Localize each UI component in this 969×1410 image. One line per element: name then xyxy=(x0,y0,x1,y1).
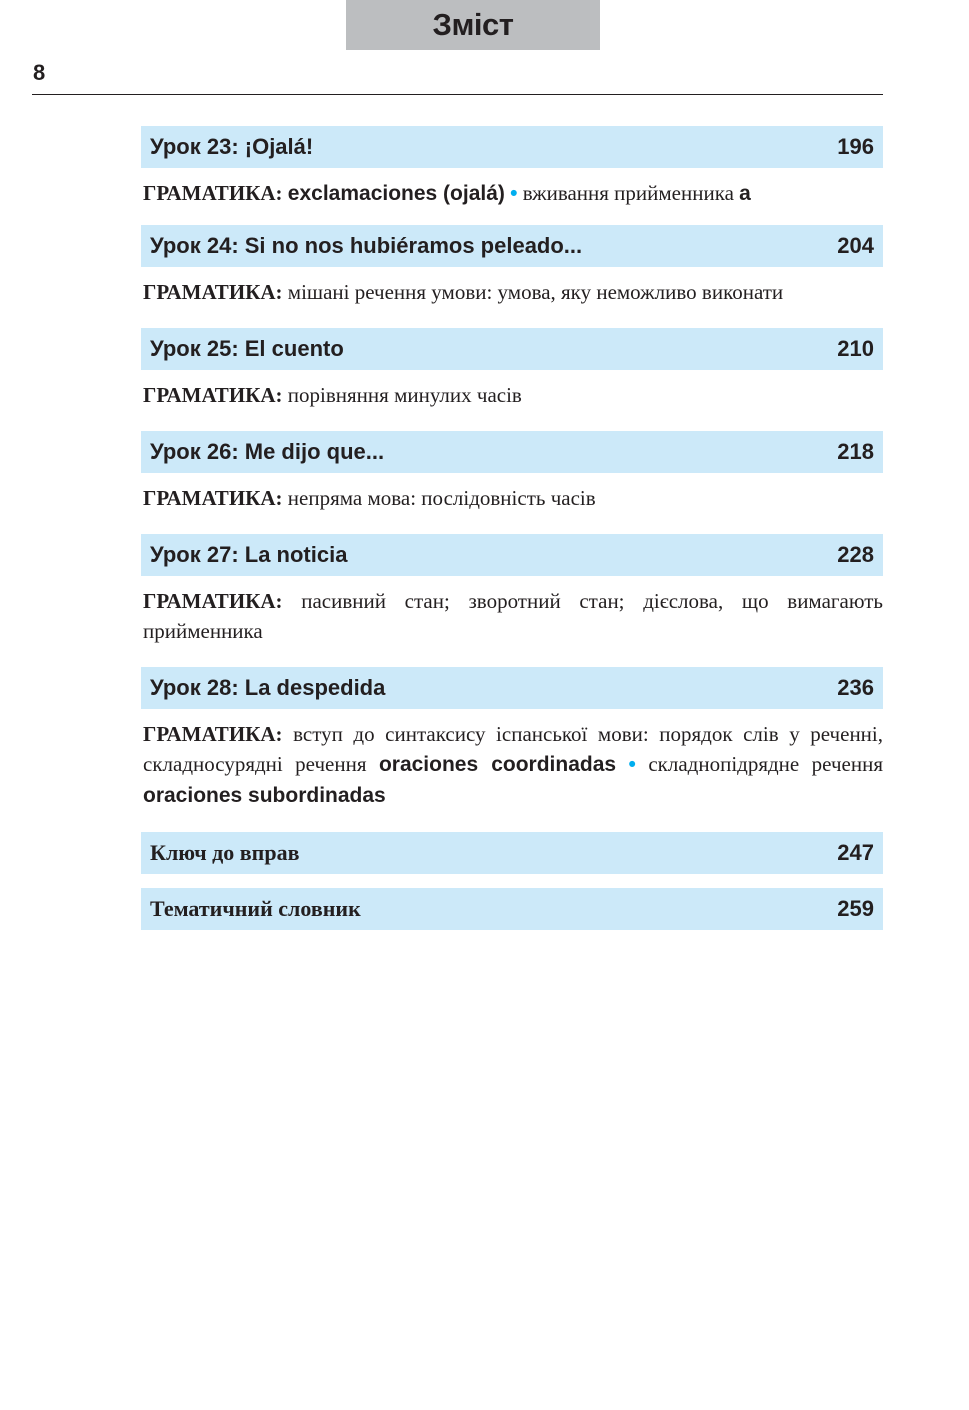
lesson-title: Урок 25: El cuento xyxy=(150,336,344,361)
grammar-label: ГРАМАТИКА: xyxy=(143,280,283,304)
bullet-separator: • xyxy=(628,753,636,776)
grammar-text: порівняння минулих часів xyxy=(287,383,522,407)
lesson-bar[interactable] xyxy=(141,328,883,370)
grammar-spanish-term: oraciones subordinadas xyxy=(143,784,386,807)
lesson-page: 196 xyxy=(837,134,874,159)
grammar-spanish-term: oraciones coordinadas xyxy=(378,753,617,776)
entry-page: 259 xyxy=(837,896,874,921)
grammar-spanish-term: a xyxy=(739,182,751,205)
toc-entry-exercise-key[interactable] xyxy=(141,832,883,874)
section-title-tab xyxy=(346,0,600,50)
grammar-text: пасивний стан; зворотний стан; дієслова, що вимагають прийменника xyxy=(143,589,883,643)
grammar-line xyxy=(143,719,883,811)
entry-title: Тематичний словник xyxy=(150,896,361,921)
grammar-label: ГРАМАТИКА: xyxy=(143,181,283,205)
toc-entry-lesson-25 xyxy=(141,328,883,410)
grammar-text: непряма мова: послідовність часів xyxy=(287,486,596,510)
entry-page: 247 xyxy=(837,840,874,865)
lesson-bar[interactable] xyxy=(141,667,883,709)
lesson-bar[interactable] xyxy=(141,431,883,473)
lesson-page: 204 xyxy=(837,233,874,258)
grammar-label: ГРАМАТИКА: xyxy=(143,383,283,407)
grammar-line xyxy=(143,178,883,209)
grammar-line xyxy=(143,277,883,307)
grammar-text: вступ до синтаксису іспанської мови: порядок слів у реченні, складносурядні речення xyxy=(143,722,883,776)
bullet-separator: • xyxy=(510,182,518,205)
lesson-page: 218 xyxy=(837,439,874,464)
grammar-label: ГРАМАТИКА: xyxy=(143,589,283,613)
grammar-spanish-term: exclamaciones (ojalá) xyxy=(287,182,505,205)
section-title: Зміст xyxy=(432,7,514,42)
table-of-contents xyxy=(141,126,883,930)
header-rule xyxy=(32,94,883,95)
lesson-title: Урок 26: Me dijo que... xyxy=(150,439,385,464)
entry-title: Ключ до вправ xyxy=(150,840,300,865)
toc-entry-thematic-dictionary[interactable] xyxy=(141,888,883,930)
toc-entry-lesson-23 xyxy=(141,126,883,209)
grammar-text: складнопідрядне речення xyxy=(648,752,884,776)
grammar-label: ГРАМАТИКА: xyxy=(143,486,283,510)
grammar-text: мішані речення умови: умова, яку неможливо виконати xyxy=(287,280,784,304)
page-number: 8 xyxy=(33,60,46,85)
lesson-bar[interactable] xyxy=(141,126,883,168)
lesson-bar[interactable] xyxy=(141,534,883,576)
lesson-title: Урок 24: Si no nos hubiéramos peleado... xyxy=(150,233,583,258)
lesson-title: Урок 28: La despedida xyxy=(150,675,386,700)
grammar-line xyxy=(143,483,883,513)
toc-entry-lesson-26 xyxy=(141,431,883,513)
grammar-line xyxy=(143,380,883,410)
lesson-title: Урок 23: ¡Ojalá! xyxy=(150,134,314,159)
lesson-bar[interactable] xyxy=(141,225,883,267)
toc-entry-lesson-27 xyxy=(141,534,883,646)
lesson-page: 236 xyxy=(837,675,874,700)
grammar-label: ГРАМАТИКА: xyxy=(143,722,283,746)
toc-entry-lesson-28 xyxy=(141,667,883,811)
toc-entry-lesson-24 xyxy=(141,225,883,307)
grammar-text: вживання прийменника xyxy=(522,181,734,205)
grammar-line xyxy=(143,586,883,646)
lesson-title: Урок 27: La noticia xyxy=(150,542,348,567)
lesson-page: 228 xyxy=(837,542,874,567)
lesson-page: 210 xyxy=(837,336,874,361)
